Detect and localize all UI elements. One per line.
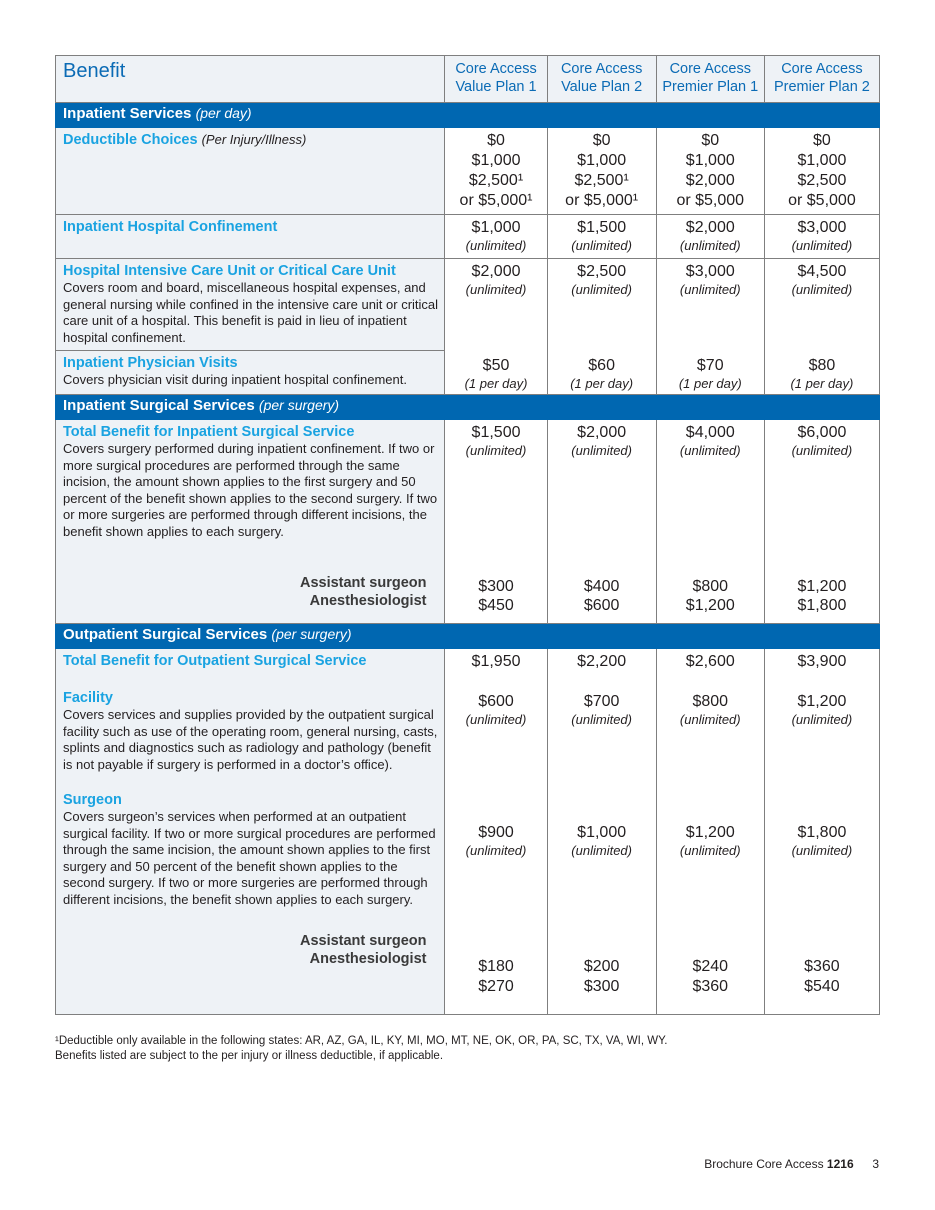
icu-premier-1: $3,000 (unlimited) xyxy=(656,259,764,351)
icu-title: Hospital Intensive Care Unit or Critical Care Unit xyxy=(63,263,396,279)
physician-premier-1: $70 (1 per day) xyxy=(656,351,764,395)
surgeon-description: Covers surgeon’s services when performed at an outpatient surgical facility. If two or more surgical procedures are performed through the same incision, the amount shown applies to the first surgery and 50 percent of the benefit shown applies to the second surgery. If two or more surgeries are performed through different incisions, the benefit shown applies to each surgery. xyxy=(63,809,436,907)
plan-column-header-value-1: Core Access Value Plan 1 xyxy=(445,56,547,103)
table-row-physician xyxy=(56,351,880,395)
table-row-inpatient-surgical xyxy=(56,420,880,624)
physician-premier-2: $80 (1 per day) xyxy=(764,351,879,395)
table-row-icu xyxy=(56,259,880,351)
outpatient-anesthesiologist-label: Anesthesiologist xyxy=(309,951,427,967)
physician-title: Inpatient Physician Visits xyxy=(63,355,238,371)
page-number: 3 xyxy=(872,1157,879,1171)
surgeon-title: Surgeon xyxy=(63,792,122,808)
inpatient-surgical-premier-1: $4,000 (unlimited) $800 $1,200 xyxy=(656,420,764,624)
table-row-deductible xyxy=(56,128,880,215)
outpatient-surgical-value-2: $2,200 $700 (unlimited) $1,000 (unlimited) $200 $300 xyxy=(547,649,656,1015)
deductible-values-value-2: $0 $1,000 $2,500¹ or $5,000¹ xyxy=(547,128,656,215)
anesthesiologist-label: Anesthesiologist xyxy=(309,593,427,609)
inpatient-surgical-title: Total Benefit for Inpatient Surgical Service xyxy=(63,424,355,440)
table-row-outpatient-surgical xyxy=(56,649,880,1015)
plan-column-header-premier-2: Core Access Premier Plan 2 xyxy=(764,56,879,103)
inpatient-surgical-value-1: $1,500 (unlimited) $300 $450 xyxy=(445,420,547,624)
physician-value-2: $60 (1 per day) xyxy=(547,351,656,395)
outpatient-surgical-title: Total Benefit for Outpatient Surgical Service xyxy=(63,653,367,669)
deductible-values-value-1: $0 $1,000 $2,500¹ or $5,000¹ xyxy=(445,128,547,215)
table-header-row xyxy=(56,56,880,103)
benefits-table xyxy=(55,55,880,1015)
confinement-value-2: $1,500 (unlimited) xyxy=(547,215,656,259)
outpatient-surgical-value-1: $1,950 $600 (unlimited) $900 (unlimited) $180 $270 xyxy=(445,649,547,1015)
section-inpatient-surgical: Inpatient Surgical Services (per surgery) xyxy=(56,395,880,420)
physician-value-1: $50 (1 per day) xyxy=(445,351,547,395)
outpatient-surgical-premier-1: $2,600 $800 (unlimited) $1,200 (unlimited) $240 $360 xyxy=(656,649,764,1015)
facility-title: Facility xyxy=(63,690,113,706)
footnote-deductible-states: ¹Deductible only available in the following states: AR, AZ, GA, IL, KY, MI, MO, MT, NE, OK, OR, PA, SC, TX, VA, WI, WY. xyxy=(55,1035,668,1047)
benefit-column-header: Benefit xyxy=(56,56,445,103)
outpatient-assistant-surgeon-label: Assistant surgeon xyxy=(299,933,427,949)
brochure-name: Brochure Core Access xyxy=(704,1157,824,1171)
plan-column-header-value-2: Core Access Value Plan 2 xyxy=(547,56,656,103)
section-inpatient-services: Inpatient Services (per day) xyxy=(56,103,880,128)
deductible-title: Deductible Choices (Per Injury/Illness) xyxy=(63,132,307,148)
confinement-value-1: $1,000 (unlimited) xyxy=(445,215,547,259)
table-row-confinement xyxy=(56,215,880,259)
deductible-values-premier-2: $0 $1,000 $2,500 or $5,000 xyxy=(764,128,879,215)
inpatient-surgical-premier-2: $6,000 (unlimited) $1,200 $1,800 xyxy=(764,420,879,624)
footnote-deductible-note: Benefits listed are subject to the per injury or illness deductible, if applicable. xyxy=(55,1050,444,1062)
inpatient-surgical-value-2: $2,000 (unlimited) $400 $600 xyxy=(547,420,656,624)
footnotes xyxy=(55,1034,668,1064)
icu-premier-2: $4,500 (unlimited) xyxy=(764,259,879,351)
brochure-code: 1216 xyxy=(826,1157,854,1171)
physician-description: Covers physician visit during inpatient hospital confinement. xyxy=(63,372,407,387)
outpatient-surgical-premier-2: $3,900 $1,200 (unlimited) $1,800 (unlimited) $360 $540 xyxy=(764,649,879,1015)
assistant-surgeon-label: Assistant surgeon xyxy=(299,575,427,591)
confinement-premier-1: $2,000 (unlimited) xyxy=(656,215,764,259)
section-outpatient-surgical: Outpatient Surgical Services (per surgery) xyxy=(56,624,880,649)
icu-value-2: $2,500 (unlimited) xyxy=(547,259,656,351)
deductible-values-premier-1: $0 $1,000 $2,000 or $5,000 xyxy=(656,128,764,215)
plan-column-header-premier-1: Core Access Premier Plan 1 xyxy=(656,56,764,103)
icu-description: Covers room and board, miscellaneous hospital expenses, and general nursing while confined in the intensive care unit or critical care unit of a hospital. This benefit is paid in lieu of inpatient hospital confinement. xyxy=(63,280,439,345)
page-footer xyxy=(704,1157,879,1171)
inpatient-surgical-description: Covers surgery performed during inpatient confinement. If two or more surgical procedures are performed through the same incision, the amount shown applies to the first surgery and 50 percent of the benefit shown applies to the second surgery. If two or more surgeries are performed through different incisions, the benefit shown applies to each surgery. xyxy=(63,441,438,539)
icu-value-1: $2,000 (unlimited) xyxy=(445,259,547,351)
facility-description: Covers services and supplies provided by the outpatient surgical facility such as use of the operating room, general nursing, casts, splints and diagnostics such as radiology and pathology (benefit is not payable if surgery is performed in a doctor’s office). xyxy=(63,707,438,772)
confinement-title: Inpatient Hospital Confinement xyxy=(63,219,278,235)
confinement-premier-2: $3,000 (unlimited) xyxy=(764,215,879,259)
